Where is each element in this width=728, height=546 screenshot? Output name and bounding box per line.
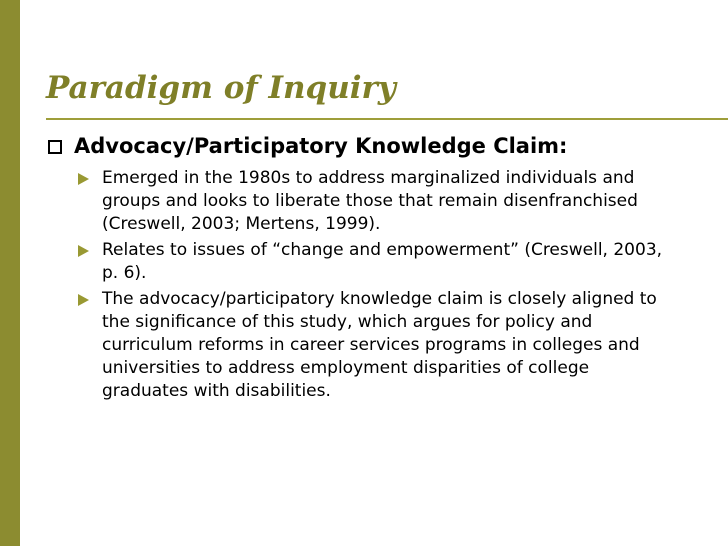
main-bullet-item [48, 131, 720, 161]
sub-bullet-item [78, 288, 720, 403]
accent-side-bar [0, 0, 20, 546]
sub-bullet-item [78, 239, 720, 285]
hollow-square-bullet-icon [48, 140, 62, 154]
title-underline [46, 118, 728, 120]
triangle-bullet-icon [78, 173, 89, 185]
sub-bullet-list [78, 167, 720, 403]
main-bullet-heading: Advocacy/Participatory Knowledge Claim: [74, 134, 568, 158]
sub-bullet-item [78, 167, 720, 236]
sub-bullet-text: Relates to issues of “change and empowerment” (Creswell, 2003, p. 6). [102, 240, 663, 283]
sub-bullet-text: Emerged in the 1980s to address marginalized individuals and groups and looks to liberate those that remain disenfranchised (Creswell, 2003; Mertens, 1999). [102, 168, 638, 234]
triangle-bullet-icon [78, 294, 89, 306]
slide-content [48, 131, 720, 406]
slide-title: Paradigm of Inquiry [46, 70, 396, 106]
triangle-bullet-icon [78, 245, 89, 257]
sub-bullet-text: The advocacy/participatory knowledge claim is closely aligned to the significance of this study, which argues for policy and curriculum reforms in career services programs in colleges and universities to address employment disparities of college graduates with disabilities. [102, 289, 657, 401]
